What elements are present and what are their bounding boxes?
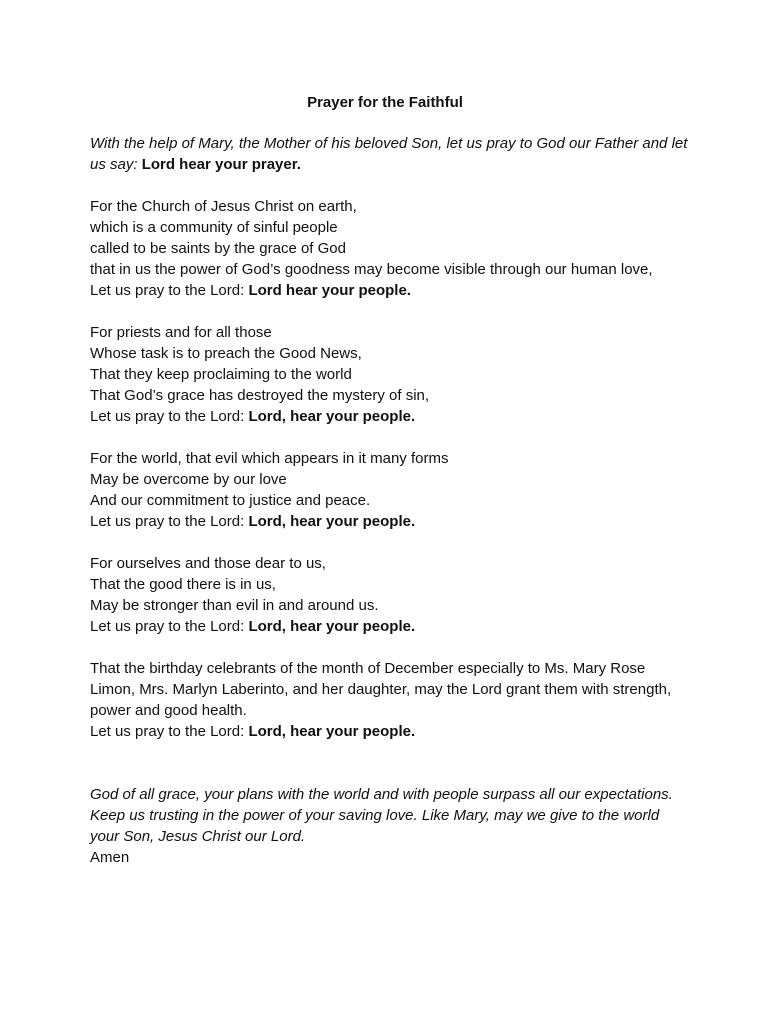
stanza-prompt: Let us pray to the Lord:	[90, 723, 249, 740]
stanza-response-line	[90, 511, 690, 532]
stanza-line: called to be saints by the grace of God	[90, 240, 346, 257]
stanza-ourselves	[90, 553, 690, 637]
stanza-line: May be stronger than evil in and around us.	[90, 597, 379, 614]
intro-response: Lord hear your prayer.	[141, 156, 301, 173]
stanza-prompt: Let us pray to the Lord:	[90, 408, 249, 425]
stanza-church	[90, 196, 690, 301]
stanza-birthday	[90, 658, 690, 742]
stanza-line: May be overcome by our love	[90, 471, 287, 488]
stanza-line: And our commitment to justice and peace.	[90, 492, 371, 509]
closing-prayer	[90, 784, 690, 868]
stanza-prompt: Let us pray to the Lord:	[90, 282, 249, 299]
stanza-line: that in us the power of God’s goodness may become visible through our human love,	[90, 261, 653, 278]
stanza-line: For priests and for all those	[90, 324, 272, 341]
stanza-priests	[90, 322, 690, 427]
stanza-response: Lord, hear your people.	[248, 408, 416, 425]
stanza-world	[90, 448, 690, 532]
closing-amen: Amen	[90, 849, 130, 866]
stanza-response: Lord hear your people.	[248, 282, 411, 299]
document-page	[90, 92, 690, 868]
stanza-line: That they keep proclaiming to the world	[90, 366, 352, 383]
stanza-response: Lord, hear your people.	[248, 513, 416, 530]
stanza-response: Lord, hear your people.	[248, 723, 416, 740]
stanza-line: That the birthday celebrants of the month of December especially to Ms. Mary Rose Limon, Mrs. Marlyn Laberinto, and her daughter, may the Lord grant them with strength, power and good health.	[90, 660, 672, 719]
closing-text: God of all grace, your plans with the world and with people surpass all our expectations. Keep us trusting in the power of your saving love. Like Mary, may we give to the world your Son, Jesus Christ our Lord.	[90, 786, 673, 845]
stanza-prompt: Let us pray to the Lord:	[90, 513, 249, 530]
stanza-response-line	[90, 280, 690, 301]
intro-paragraph	[90, 133, 690, 175]
stanza-line: For the world, that evil which appears in it many forms	[90, 450, 449, 467]
stanza-response-line	[90, 616, 690, 637]
stanza-line: which is a community of sinful people	[90, 219, 338, 236]
stanza-line: That the good there is in us,	[90, 576, 276, 593]
stanza-response-line	[90, 721, 690, 742]
stanza-line: That God’s grace has destroyed the mystery of sin,	[90, 387, 430, 404]
stanza-response: Lord, hear your people.	[248, 618, 416, 635]
document-title: Prayer for the Faithful	[307, 94, 463, 111]
stanza-line: For ourselves and those dear to us,	[90, 555, 326, 572]
stanza-response-line	[90, 406, 690, 427]
intro-text: With the help of Mary, the Mother of his beloved Son, let us pray to God our Father and let us say:	[90, 135, 688, 173]
stanza-line: For the Church of Jesus Christ on earth,	[90, 198, 357, 215]
stanza-prompt: Let us pray to the Lord:	[90, 618, 249, 635]
stanza-line: Whose task is to preach the Good News,	[90, 345, 362, 362]
